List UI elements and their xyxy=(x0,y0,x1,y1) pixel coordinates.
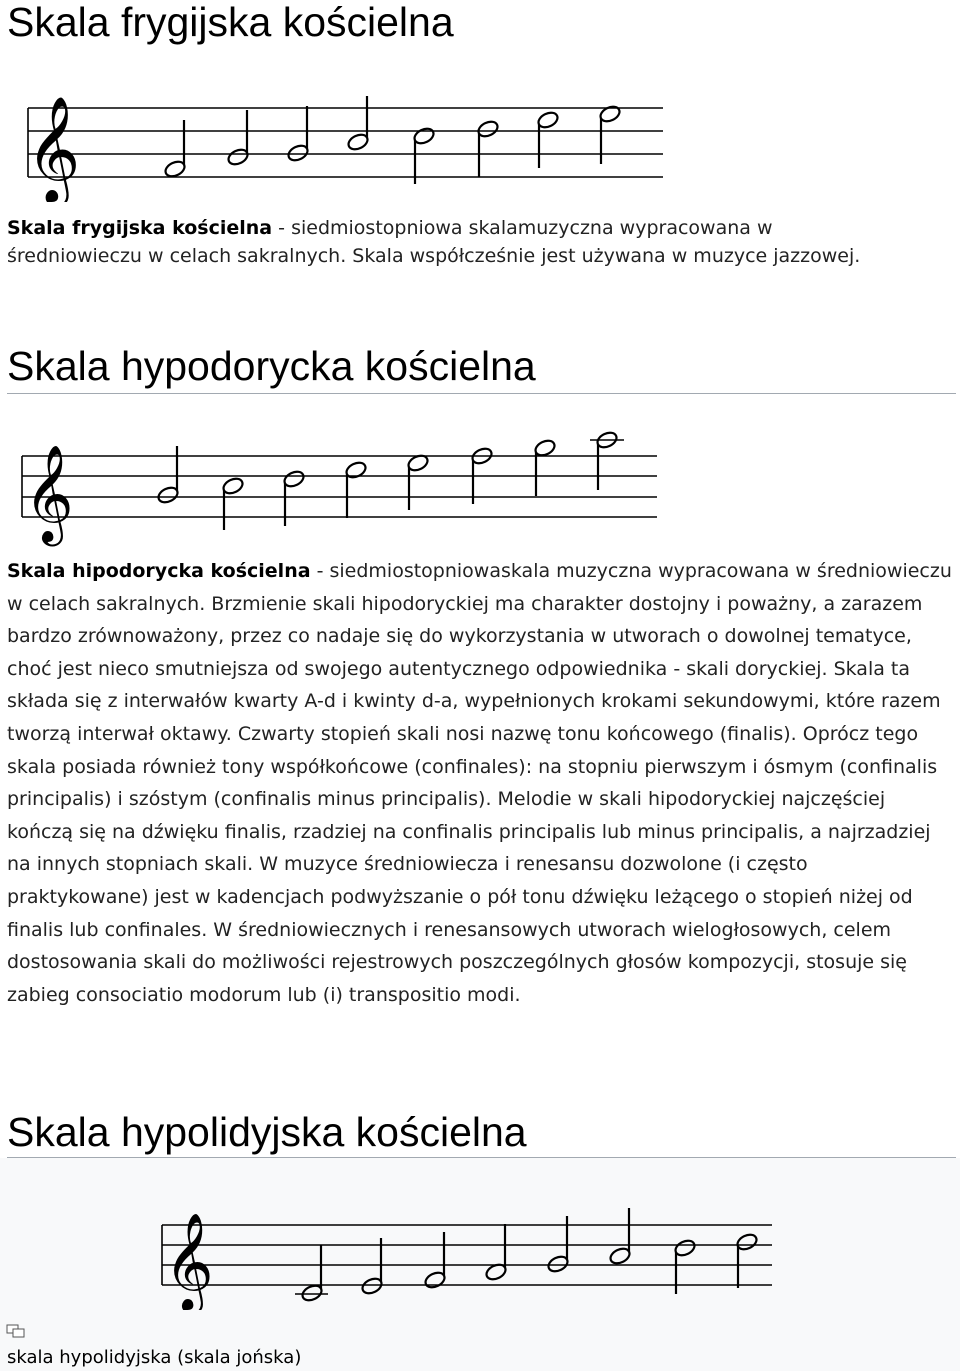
heading-rule xyxy=(7,393,956,394)
notes xyxy=(295,1208,759,1303)
notes xyxy=(156,430,624,530)
notes xyxy=(163,96,622,184)
staff-lines xyxy=(28,108,663,177)
treble-clef-icon: 𝄞 xyxy=(24,444,74,542)
staff-hypolidyjska xyxy=(150,1190,790,1310)
term-frygijska: Skala frygijska kościelna xyxy=(7,217,273,239)
staff-hypodorycka xyxy=(0,418,680,548)
treble-clef-icon: 𝄞 xyxy=(164,1212,214,1310)
staff-frygijska xyxy=(0,72,680,202)
section-title-hypolidyjska: Skala hypolidyjska kościelna xyxy=(7,1109,527,1155)
description-frygijska-text: - siedmiostopniowa skalamuzyczna wypracowana w średniowieczu w celach sakralnych. Skala współcześnie jest używana w muzyce jazzowej. xyxy=(7,217,861,267)
heading-rule xyxy=(7,1157,956,1158)
description-hypodorycka xyxy=(7,555,952,1011)
treble-clef-icon: 𝄞 xyxy=(26,95,81,202)
term-hypodorycka: Skala hipodorycka kościelna xyxy=(7,560,311,582)
section-title-hypodorycka: Skala hypodorycka kościelna xyxy=(7,343,536,389)
figure-caption: skala hypolidyjska (skala jońska) xyxy=(7,1347,302,1368)
staff-lines xyxy=(22,456,657,517)
section-title-frygijska: Skala frygijska kościelna xyxy=(7,0,454,45)
magnify-icon[interactable] xyxy=(6,1324,26,1338)
description-hypodorycka-text: - siedmiostopniowaskala muzyczna wypracowana w średniowieczu w celach sakralnych. Brzmienie skali hipodoryckiej ma charakter dostojny i poważny, a zarazem bardzo zrównoważony, przez co nadaje się do wykorzystania w utworach o dowolnej tematyce, choć jest nieco smutniejsza od swojego autentycznego odpowiednika - skali doryckiej. Skala ta składa się z interwałów kwarty A-d i kwinty d-a, wypełnionych krokami sekundowymi, które razem tworzą interwał oktawy. Czwarty stopień skali nosi nazwę tonu końcowego (finalis). Oprócz tego skala posiada również tony współkońcowe (confinales): na stopniu pierwszym i ósmym (confinalis principalis) i szóstym (confinalis minus principalis). Melodie w skali hipodoryckiej najczęściej kończą się na dźwięku finalis, rzadziej na confinalis principalis lub minus principalis, a najrzadziej na innych stopniach skali. W muzyce średniowiecza i renesansu dozwolone (i często praktykowane) jest w kadencjach podwyższanie o pół tonu dźwięku leżącego o stopień niżej od finalis lub confinales. W średniowiecznych i renesansowych utworach wielogłosowych, celem dostosowania skali do możliwości rejestrowych poszczególnych głosów kompozycji, stosuje się zabieg consociatio modorum lub (i) transpositio modi. xyxy=(7,560,952,1006)
description-frygijska xyxy=(7,214,907,270)
